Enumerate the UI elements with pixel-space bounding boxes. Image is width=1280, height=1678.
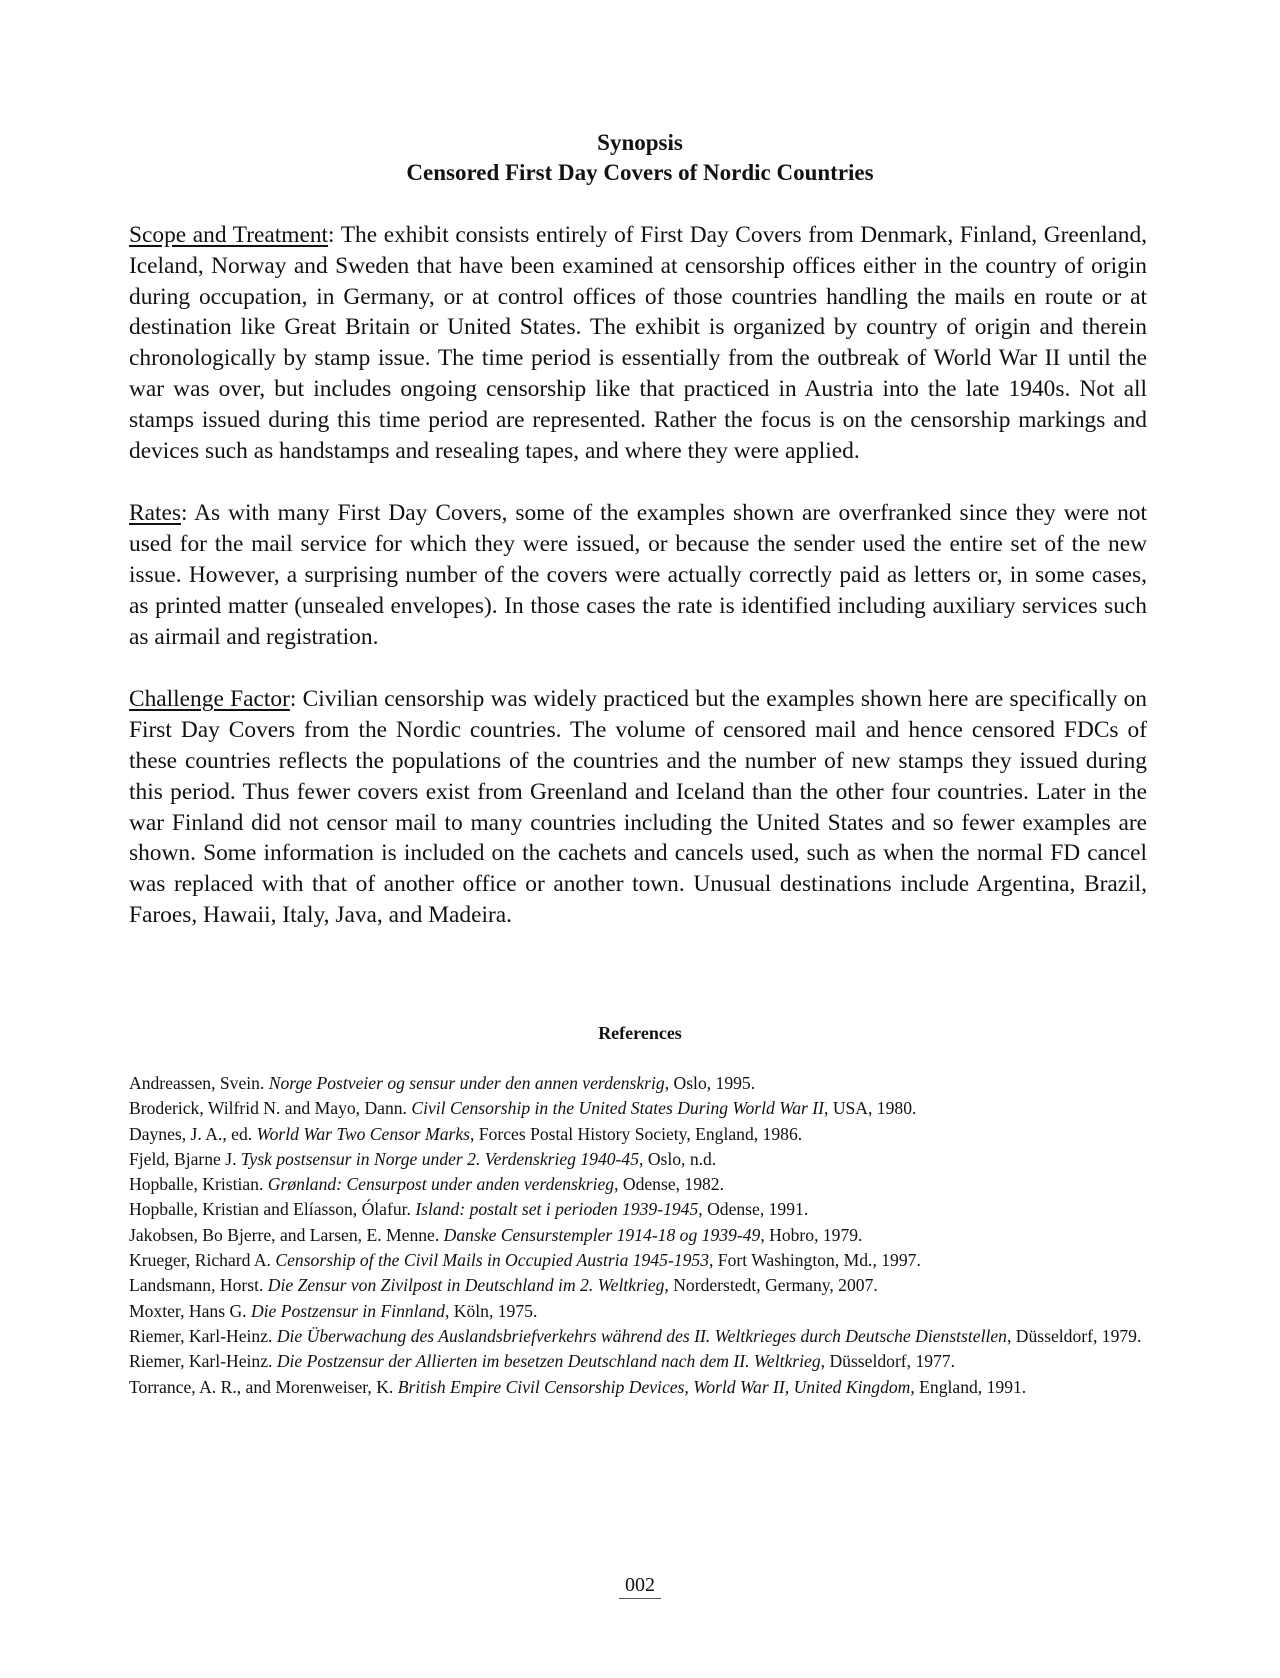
reference-author: Torrance, A. R., and Morenweiser, K. — [129, 1376, 398, 1397]
reference-item — [129, 1375, 1147, 1400]
paragraph-heading: Rates — [129, 500, 181, 527]
paragraph-rates — [129, 498, 1147, 652]
reference-item — [129, 1172, 1147, 1197]
reference-work: Die Postzensur der Allierten im besetzen Deutschland nach dem II. Weltkrieg — [276, 1351, 821, 1372]
reference-author: Andreassen, Svein. — [129, 1073, 269, 1093]
reference-work: Civil Censorship in the United States During World War II — [411, 1098, 825, 1119]
reference-item — [129, 1197, 1147, 1222]
reference-author: Riemer, Karl-Heinz. — [129, 1351, 277, 1372]
reference-author: Fjeld, Bjarne J. — [129, 1148, 241, 1169]
reference-details: , England, 1991. — [910, 1376, 1027, 1397]
reference-item — [129, 1122, 1147, 1147]
reference-author: Landsmann, Horst. — [129, 1275, 268, 1296]
reference-item — [129, 1248, 1147, 1273]
reference-item — [129, 1324, 1147, 1349]
reference-item — [129, 1349, 1147, 1374]
reference-work: Die Postzensur in Finnland — [250, 1300, 445, 1321]
reference-work: Die Zensur von Zivilpost in Deutschland im 2. Weltkrieg — [267, 1275, 665, 1296]
reference-details: , Hobro, 1979. — [760, 1224, 863, 1245]
reference-details: , Köln, 1975. — [444, 1300, 538, 1321]
page-title: Synopsis — [597, 130, 683, 155]
reference-work: Grønland: Censurpost under anden verdenskrieg — [267, 1174, 615, 1195]
paragraph-text: : The exhibit consists entirely of First Day Covers from Denmark, Finland, Greenland, Iceland, Norway and Sweden that have been examined at censorship offices either in the country of origin during occupation, in Germany, or at control offices of those countries handling the mails en route or at destination like Great Britain or United States. The exhibit is organized by country of origin and therein chronologically by stamp issue. The time period is essentially from the outbreak of World War II until the war was over, but includes ongoing censorship like that practiced in Austria into the late 1940s. Not all stamps issued during this time period are represented. Rather the focus is on the censorship markings and devices such as handstamps and resealing tapes, and where they were applied. — [129, 222, 1147, 464]
reference-work: Danske Censurstempler 1914-18 og 1939-49 — [443, 1224, 761, 1245]
page-subtitle: Censored First Day Covers of Nordic Countries — [406, 160, 874, 185]
page-number-text: 002 — [619, 1574, 661, 1599]
reference-details: , Oslo, n.d. — [639, 1148, 717, 1169]
reference-author: Riemer, Karl-Heinz. — [129, 1325, 277, 1346]
reference-work: Die Überwachung des Auslandsbriefverkehrs während des II. Weltkrieges durch Deutsche Dienststellen — [276, 1325, 1007, 1346]
body-text — [129, 220, 1147, 963]
reference-details: , Fort Washington, Md., 1997. — [709, 1250, 921, 1271]
title-block — [0, 128, 1280, 188]
reference-author: Moxter, Hans G. — [129, 1300, 251, 1321]
reference-details: , Odense, 1982. — [614, 1174, 725, 1195]
paragraph-heading: Scope and Treatment — [129, 222, 329, 248]
reference-author: Hopballe, Kristian. — [129, 1174, 268, 1195]
paragraph-text: : As with many First Day Covers, some of the examples shown are overfranked since they were not used for the mail service for which they were issued, or because the sender used the entire set of the new issue. However, a surprising number of the covers were actually correctly paid as letters or, in some cases, as printed matter (unsealed envelopes). In those cases the rate is identified including auxiliary services such as airmail and registration. — [129, 500, 1147, 650]
paragraph-heading: Challenge Factor — [129, 686, 290, 713]
reference-work: Norge Postveier og sensur under den annen verdenskrig — [268, 1073, 665, 1093]
reference-item — [129, 1096, 1147, 1121]
reference-details: , USA, 1980. — [824, 1098, 917, 1119]
reference-details: , Düsseldorf, 1977. — [820, 1351, 956, 1372]
reference-author: Hopballe, Kristian and Elíasson, Ólafur. — [129, 1199, 416, 1220]
reference-details: , Norderstedt, Germany, 2007. — [664, 1275, 878, 1296]
reference-item — [129, 1299, 1147, 1324]
reference-item — [129, 1071, 1147, 1096]
reference-item — [129, 1223, 1147, 1248]
references-heading: References — [598, 1023, 682, 1043]
reference-author: Daynes, J. A., ed. — [129, 1123, 257, 1144]
reference-work: Censorship of the Civil Mails in Occupied Austria 1945-1953 — [275, 1250, 709, 1271]
references-list — [129, 1071, 1147, 1400]
paragraph-text: : Civilian censorship was widely practiced but the examples shown here are specifically on First Day Covers from the Nordic countries. The volume of censored mail and hence censored FDCs of these countries reflects the populations of the countries and the number of new stamps they issued during this period. Thus fewer covers exist from Greenland and Iceland than the other four countries. Later in the war Finland did not censor mail to many countries including the United States and so fewer examples are shown. Some information is included on the cachets and cancels used, such as when the normal FD cancel was replaced with that of another office or another town. Unusual destinations include Argentina, Brazil, Faroes, Hawaii, Italy, Java, and Madeira. — [129, 686, 1148, 928]
reference-work: British Empire Civil Censorship Devices, World War II, United Kingdom — [397, 1376, 911, 1397]
reference-author: Krueger, Richard A. — [129, 1250, 276, 1271]
reference-work: Tysk postsensur in Norge under 2. Verdenskrieg 1940-45 — [240, 1148, 640, 1169]
reference-work: World War Two Censor Marks — [256, 1123, 470, 1144]
reference-author: Jakobsen, Bo Bjerre, and Larsen, E. Menne. — [129, 1224, 444, 1245]
reference-item — [129, 1147, 1147, 1172]
reference-work: Island: postalt set i perioden 1939-1945 — [415, 1199, 699, 1220]
reference-details: , Düsseldorf, 1979. — [1006, 1325, 1142, 1346]
paragraph-challenge — [129, 684, 1147, 930]
paragraph-scope — [129, 220, 1147, 466]
reference-details: , Odense, 1991. — [698, 1199, 809, 1220]
reference-author: Broderick, Wilfrid N. and Mayo, Dann. — [129, 1098, 412, 1119]
reference-details: , Oslo, 1995. — [664, 1073, 756, 1093]
reference-details: , Forces Postal History Society, England, 1986. — [470, 1123, 803, 1144]
reference-item — [129, 1273, 1147, 1298]
page-number — [0, 1573, 1280, 1597]
